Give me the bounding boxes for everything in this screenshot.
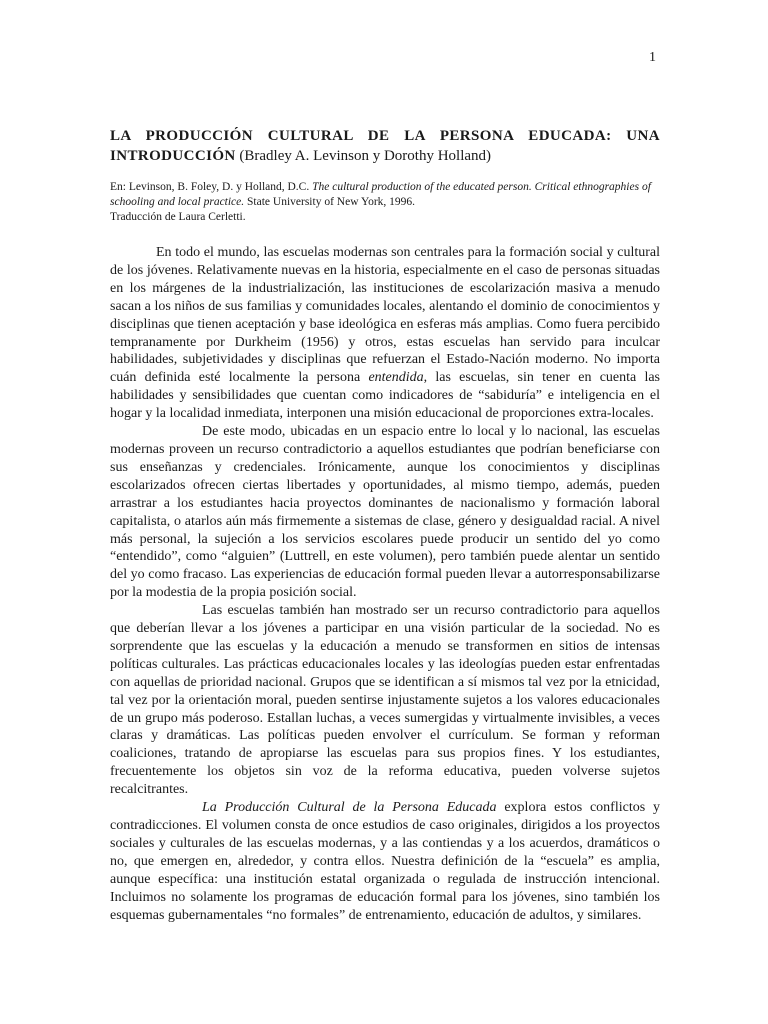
paragraph-1-continuation: , las escuelas, sin tener en cuenta las habilidades y sensibilidades que cuentan como indicadores de “sabiduría” e inteligencia en el hogar y la localidad inmediata, interponen una misión educacional de proporciones extra-locales. <box>110 370 660 422</box>
body-text <box>110 244 660 924</box>
source-citation <box>110 180 660 225</box>
title-main: LA PRODUCCIÓN CULTURAL DE LA PERSONA EDUCADA: UNA INTRODUCCIÓN <box>110 128 660 164</box>
translation-credit: Traducción de Laura Cerletti. <box>110 211 246 223</box>
citation-prefix: En: Levinson, B. Foley, D. y Holland, D.C. <box>110 181 310 193</box>
paragraph-3: Las escuelas también han mostrado ser un recurso contradictorio para aquellos que deberían llevar a los jóvenes a participar en una visión particular de la sociedad. No es sorprendente que las escuelas y la educación a menudo se transformen en sitios de intensas políticas culturales. Las prácticas educacionales locales y las ideologías pueden estar enfrentadas con aquellas de prioridad nacional. Grupos que se identifican a sí mismos tal vez por la etnicidad, tal vez por la orientación moral, pueden sentirse injustamente sujetos a los valores educacionales de un grupo más poderoso. Estallan luchas, a veces sumergidas y virtualmente invisibles, a veces claras y dramáticas. Las políticas pueden envolver el currículum. Se forman y reforman coaliciones, tratando de apropiarse las escuelas para sus propios fines. Y los estudiantes, frecuentemente los objetos sin voz de la reforma educativa, pueden volverse sujetos recalcitrantes. <box>110 603 660 798</box>
title-authors: (Bradley A. Levinson y Dorothy Holland) <box>239 148 492 164</box>
paragraph-1 <box>110 244 660 423</box>
citation-line <box>110 180 660 210</box>
paragraph-4-book-title: La Producción Cultural de la Persona Educada <box>202 800 497 816</box>
document-title <box>110 126 660 166</box>
paragraph-1-text: En todo el mundo, las escuelas modernas son centrales para la formación social y cultural de los jóvenes. Relativamente nuevas en la historia, especialmente en el caso de personas situadas en los márgenes de la industrialización, las instituciones de escolarización masiva a menudo sacan a los niños de sus familias y comunidades locales, alentando el dominio de conocimientos y disciplinas que tienen aceptación y base ideológica en esferas más amplias. Como fuera percibido tempranamente por Durkheim (1956) y otros, estas escuelas han servido para inculcar habilidades, subjetividades y disciplinas que refuerzan el Estado-Nación moderno. No importa cuán definida esté localmente la persona <box>110 245 660 386</box>
paragraph-2: De este modo, ubicadas en un espacio entre lo local y lo nacional, las escuelas modernas proveen un recurso contradictorio a aquellos estudiantes que podrían beneficiarse con sus enseñanzas y credenciales. Irónicamente, aunque los conocimientos y disciplinas escolarizados ofrecen ciertas libertades y oportunidades, al mismo tiempo, además, pueden arrastrar a los estudiantes hacia proyectos dominantes de nacionalismo y formación laboral capitalista, o atarlos aún más firmemente a sistemas de clase, género y desigualdad racial. A nivel más personal, la sujeción a los servicios escolares puede producir un sentido del yo como “entendido”, como “alguien” (Luttrell, en este volumen), pero también puede alentar un sentido del yo como fracaso. Las experiencias de educación formal pueden llevar a autorresponsabilizarse por la modestia de la propia posición social. <box>110 424 660 601</box>
citation-publisher: State University of New York, 1996. <box>247 196 416 208</box>
paragraph-1-emphasis: entendida <box>368 370 424 386</box>
page-number: 1 <box>649 50 656 65</box>
paragraph-4-text: explora estos conflictos y contradicciones. El volumen consta de once estudios de caso originales, dirigidos a los proyectos sociales y culturales de las escuelas modernas, y a las contiendas y a los acuerdos, dramáticos o no, que emergen en, alrededor, y contra ellos. Nuestra definición de la “escuela” es amplia, aunque específica: una institución estatal organizada o regulada de instrucción intencional. Incluimos no solamente los programas de educación formal para los jóvenes, sino también los esquemas gubernamentales “no formales” de entrenamiento, educación de adultos, y similares. <box>110 800 660 923</box>
paragraph-4 <box>110 799 660 924</box>
citation-book-title: The cultural production of the educated person. Critical ethnographies of schooling and local practice. <box>110 181 651 208</box>
